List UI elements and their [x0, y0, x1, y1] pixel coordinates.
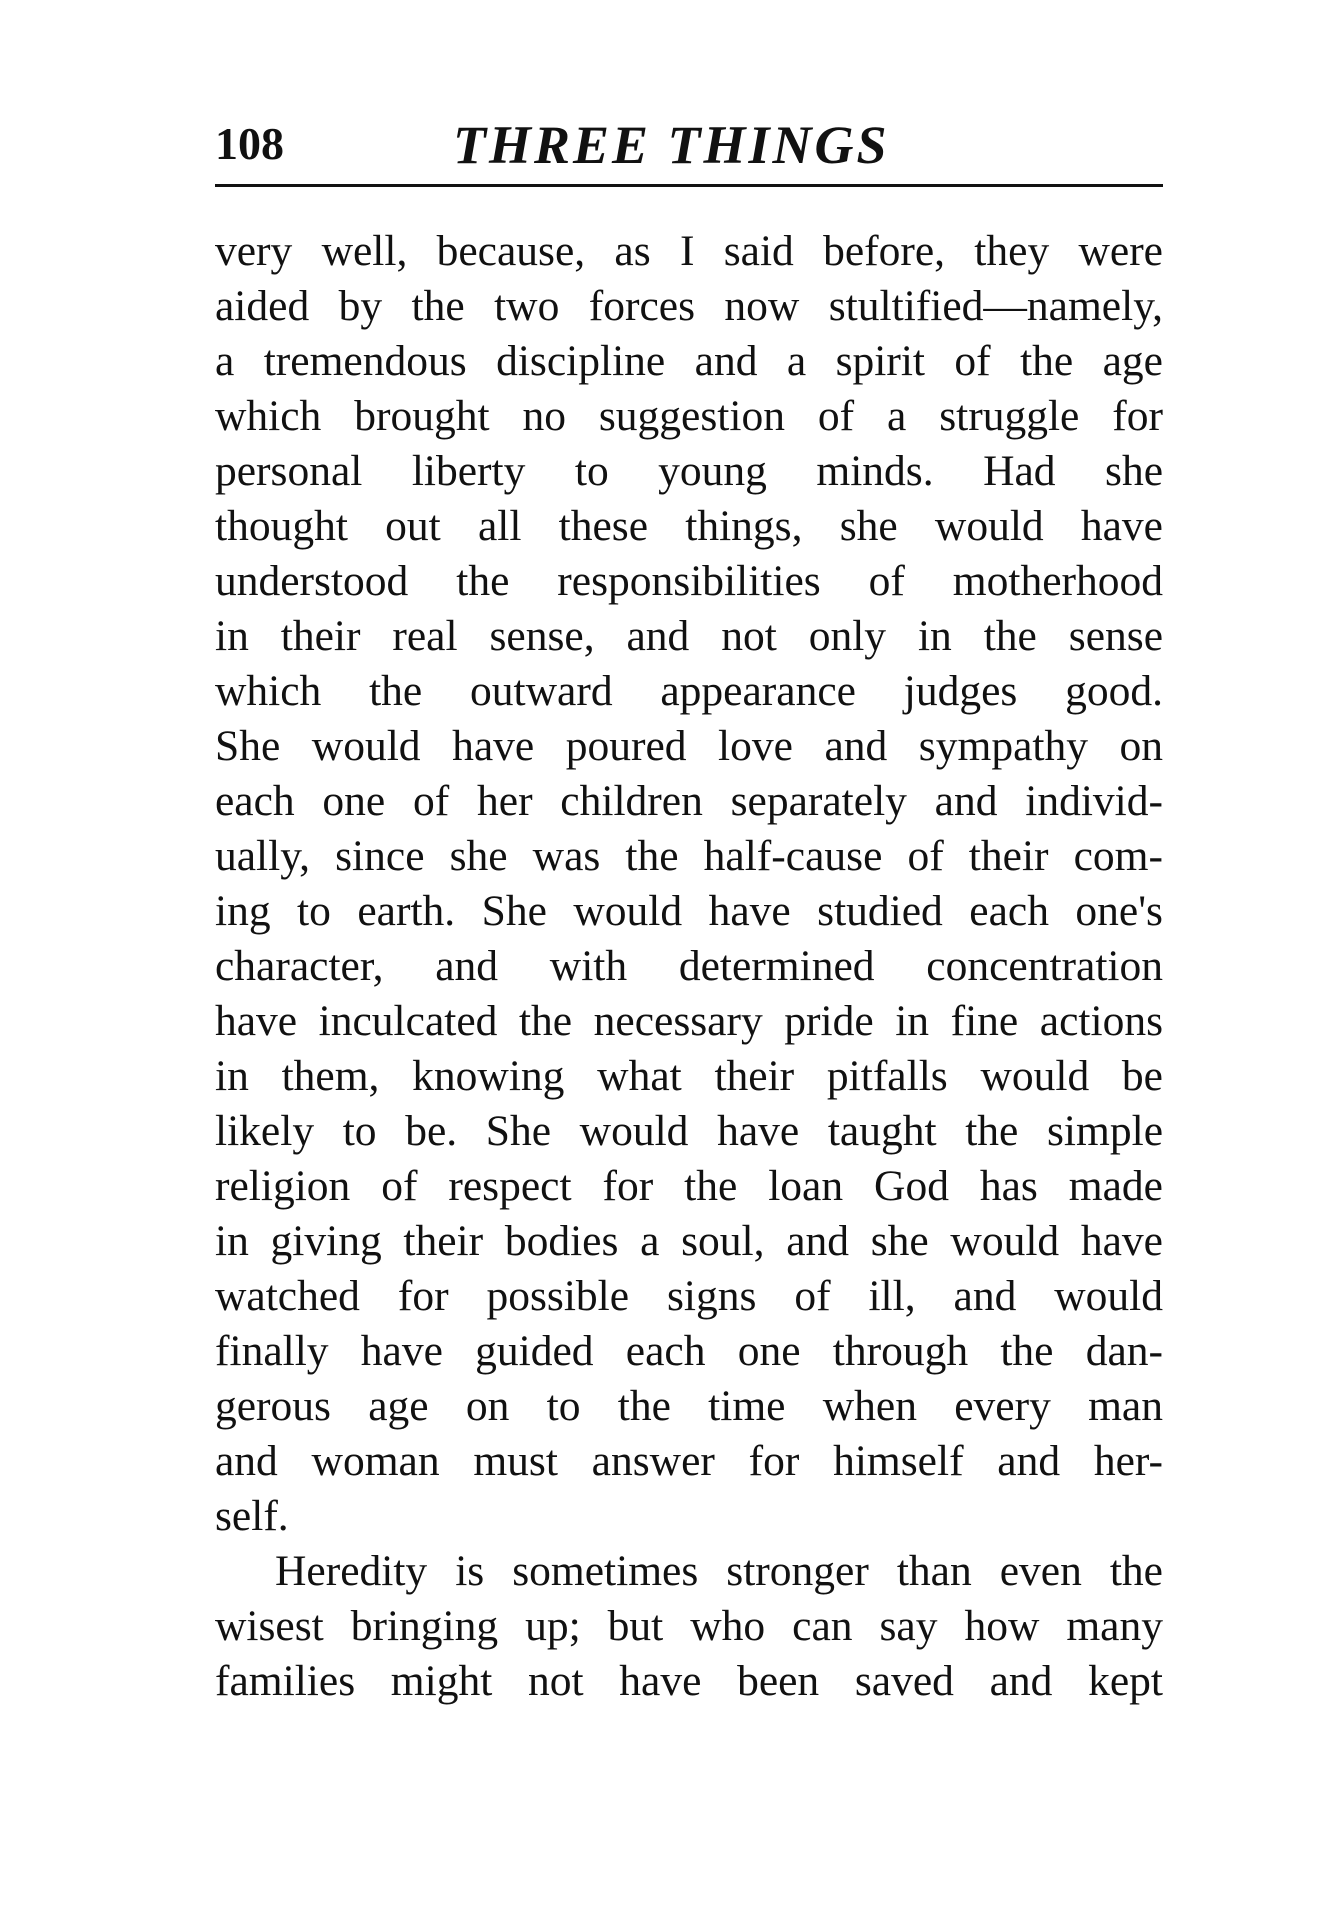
text-line: and woman must answer for himself and her- — [215, 1437, 1163, 1485]
text-line: have inculcated the necessary pride in fine actions — [215, 997, 1163, 1045]
text-line: gerous age on to the time when every man — [215, 1382, 1163, 1430]
header-rule — [215, 184, 1163, 187]
text-line: finally have guided each one through the dan- — [215, 1327, 1163, 1375]
text-line: in them, knowing what their pitfalls would be — [215, 1052, 1163, 1100]
text-line: likely to be. She would have taught the simple — [215, 1107, 1163, 1155]
text-line: She would have poured love and sympathy on — [215, 722, 1163, 770]
text-line: thought out all these things, she would have — [215, 502, 1163, 550]
text-line: a tremendous discipline and a spirit of the age — [215, 337, 1163, 385]
text-line: character, and with determined concentration — [215, 942, 1163, 990]
text-line: watched for possible signs of ill, and would — [215, 1272, 1163, 1320]
text-line: very well, because, as I said before, they were — [215, 227, 1163, 275]
text-line: aided by the two forces now stultified—namely, — [215, 282, 1163, 330]
running-title: THREE THINGS — [453, 115, 890, 175]
text-line: families might not have been saved and kept — [215, 1657, 1163, 1705]
text-line: in their real sense, and not only in the sense — [215, 612, 1163, 660]
text-line: self. — [215, 1492, 289, 1540]
page-number: 108 — [215, 118, 284, 169]
body-text — [215, 224, 1163, 1709]
text-line: in giving their bodies a soul, and she would have — [215, 1217, 1163, 1265]
text-line: ually, since she was the half-cause of their com- — [215, 832, 1163, 880]
text-line: religion of respect for the loan God has made — [215, 1162, 1163, 1210]
text-line: personal liberty to young minds. Had she — [215, 447, 1163, 495]
text-line: each one of her children separately and individ- — [215, 777, 1163, 825]
running-head — [215, 115, 1163, 190]
text-line: Heredity is sometimes stronger than even the — [275, 1547, 1163, 1595]
text-line: ing to earth. She would have studied each one's — [215, 887, 1163, 935]
text-line: which the outward appearance judges good. — [215, 667, 1163, 715]
text-line: which brought no suggestion of a struggle for — [215, 392, 1163, 440]
text-line: wisest bringing up; but who can say how many — [215, 1602, 1163, 1650]
text-line: understood the responsibilities of motherhood — [215, 557, 1163, 605]
